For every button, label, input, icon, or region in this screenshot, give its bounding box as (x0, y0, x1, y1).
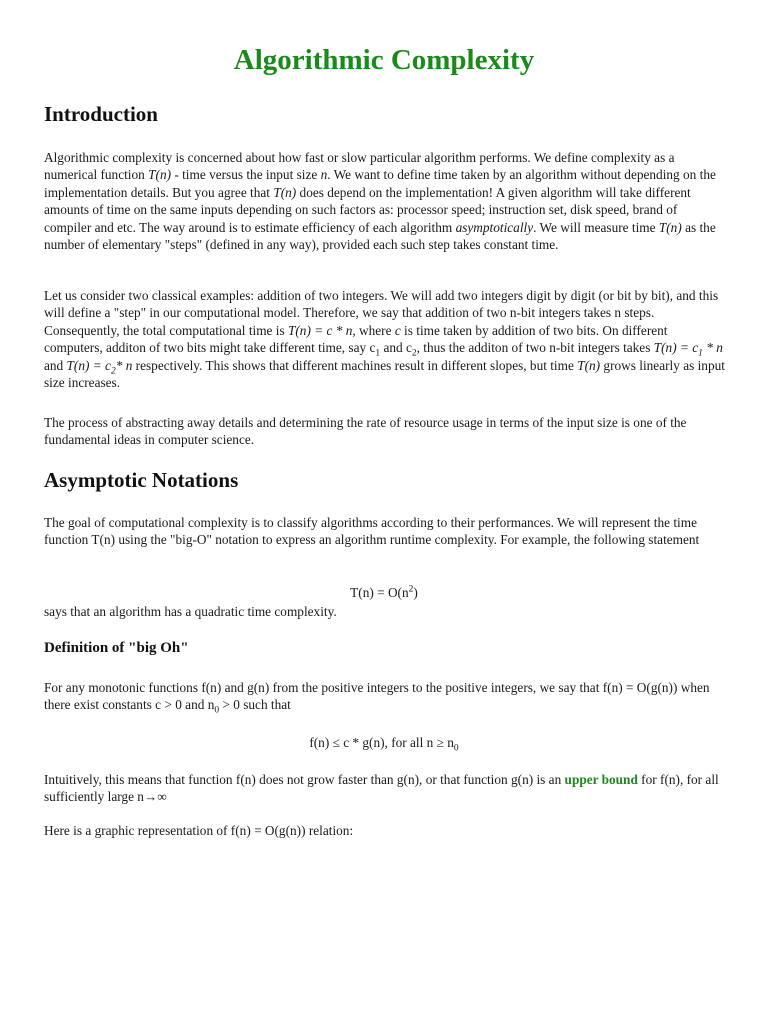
paragraph-intro-3: The process of abstracting away details and determining the rate of resource usage in terms of the input size is one of the fundamental ideas in computer science. (44, 415, 687, 448)
paragraph-intro-1: Algorithmic complexity is concerned about how fast or slow particular algorithm performs. We define complexity as a numerical function T(n) - time versus the input size n. We want to define time taken by an algorithm without depending on the implementation details. But you agree that T(n) does depend on the implementation! A given algorithm will take different amounts of time on the same inputs depending on such factors as: processor speed; instruction set, disk speed, brand of compiler and etc. The way around is to estimate efficiency of each algorithm asymptotically. We will measure time T(n) as the number of elementary "steps" (defined in any way), provided each such step takes constant time. (44, 150, 716, 253)
subheading-big-oh: Definition of "big Oh" (44, 640, 189, 656)
formula-big-o-example: $T(n) = O(n^2)$ (350, 584, 418, 600)
paragraph-asymptotic-2: says that an algorithm has a quadratic time complexity. (44, 604, 337, 619)
paragraph-intuition: Intuitively, this means that function f(n) does not grow faster than g(n), or that function g(n) is an upper bound for f(n), for all sufficiently large n→∞ (44, 772, 719, 805)
paragraph-big-oh-definition: For any monotonic functions f(n) and g(n) from the positive integers to the positive integers, we say that f(n) = O(g(n)) when there exist constants c > 0 and $n_0 > 0$ such that (44, 680, 710, 717)
highlighted-term: upper bound (564, 772, 638, 787)
section-heading-asymptotic: Asymptotic Notations (44, 468, 239, 492)
paragraph-asymptotic-1: The goal of computational complexity is to classify algorithms according to their performances. We will represent the time function T(n) using the "big-O" notation to express an algorithm runtime complexity. For example, the following statement (44, 515, 700, 548)
page-title: Algorithmic Complexity (233, 44, 535, 76)
section-heading-introduction: Introduction (44, 102, 158, 126)
paragraph-graphic-intro: Here is a graphic representation of f(n) = O(g(n)) relation: (44, 823, 354, 838)
formula-big-oh-inequality: f(n) ≤ c * g(n), for all $n \ge n_0$ (309, 735, 459, 754)
paragraph-intro-2: Let us consider two classical examples: addition of two integers. We will add two integers digit by digit (or bit by bit), and this will define a "step" in our computational model. Therefore, we say that addition of two n-bit integers takes n steps. Consequently, the total computational time is T(n) = c * n, where c is time taken by addition of two bits. On different computers, additon of two bits might take different time, say $c_1$ and $c_2$, thus the additon of two n-bit integers takes $T(n) = c_1 * n$ and $T(n) = c_2*$ n respectively. This shows that different machines result in different slopes, but time T(n) grows linearly as input size increases. (44, 288, 725, 391)
